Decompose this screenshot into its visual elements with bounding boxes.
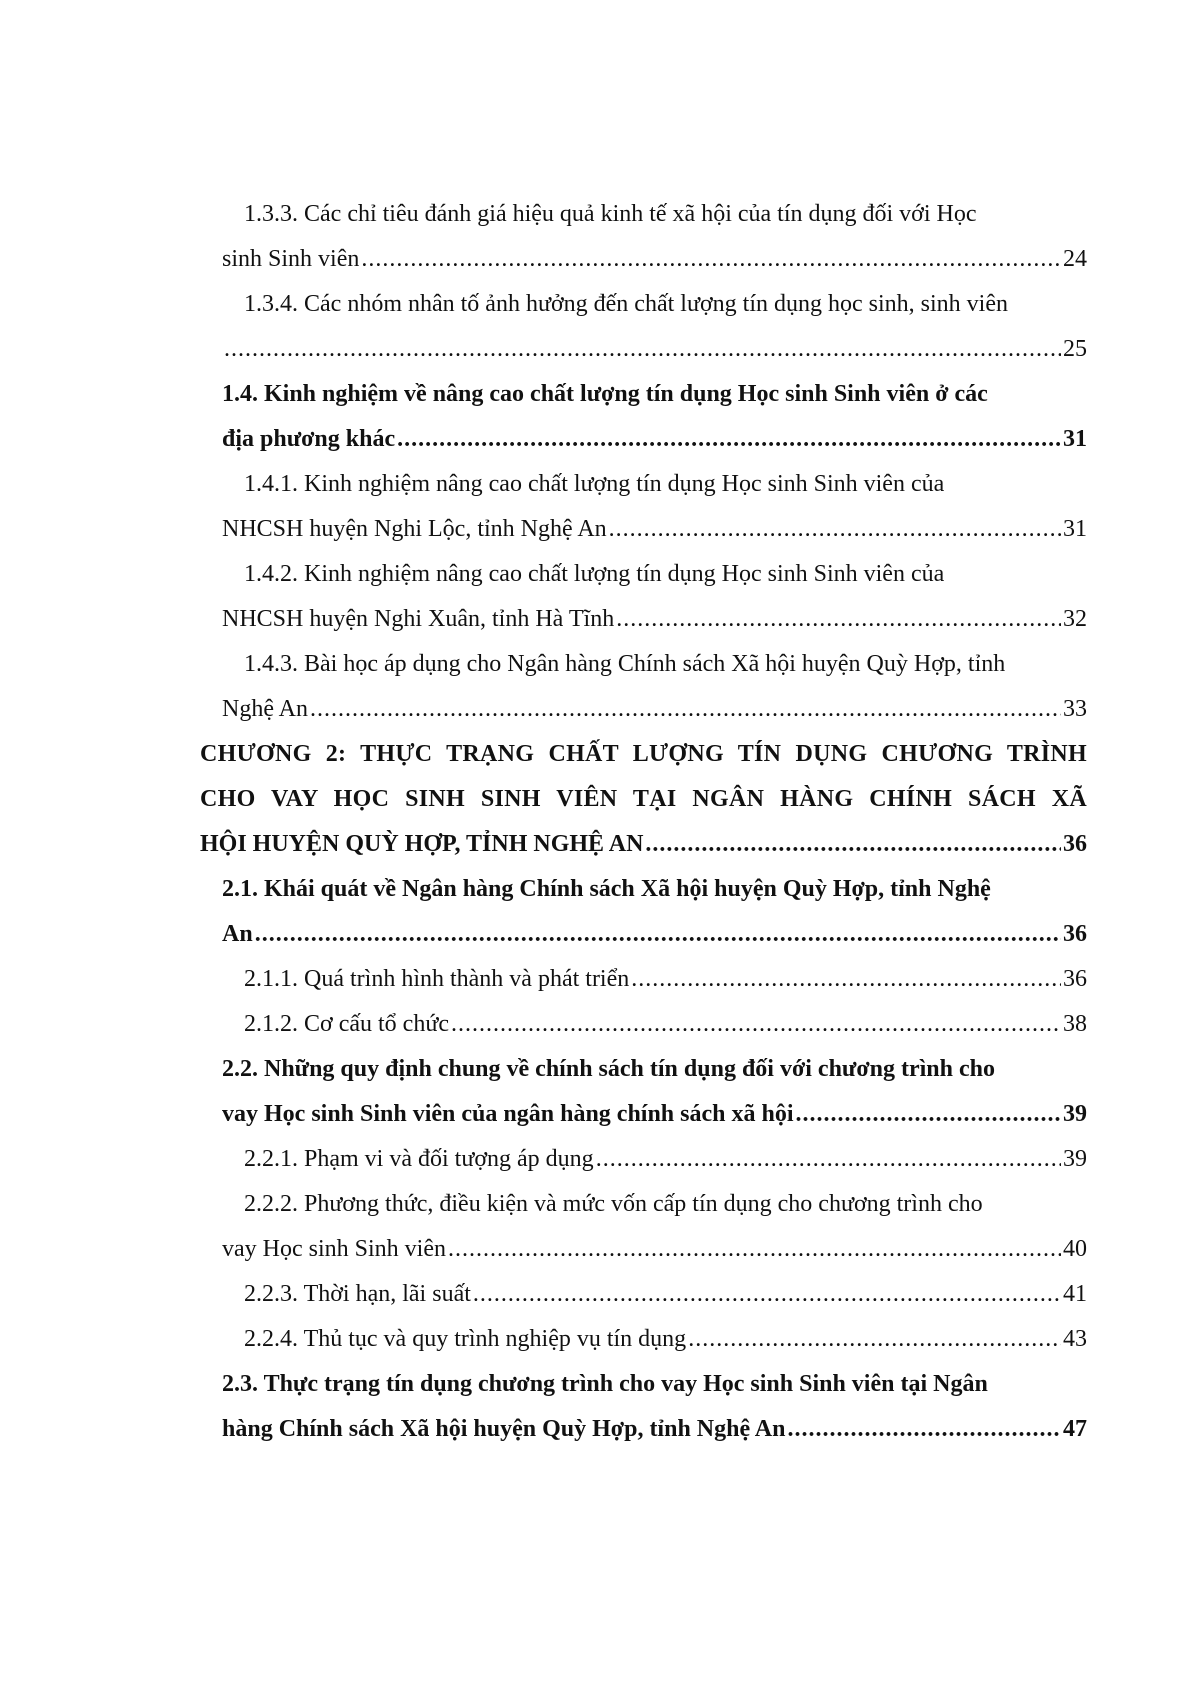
toc-entry-title: 1.4.3. Bài học áp dụng cho Ngân hàng Chính sách Xã hội huyện Quỳ Hợp, tỉnh xyxy=(244,651,1006,677)
toc-page-number: 47 xyxy=(1063,1416,1087,1442)
toc-page-number: 24 xyxy=(1063,246,1087,272)
toc-page-number: 43 xyxy=(1063,1326,1087,1352)
toc-page-number: 25 xyxy=(1063,336,1087,362)
toc-leader-dots xyxy=(616,597,1061,642)
toc-chapter-title-cont: CHO VAY HỌC SINH SINH VIÊN TẠI NGÂN HÀNG CHÍNH SÁCH XÃ xyxy=(200,786,1087,812)
toc-page-number: 40 xyxy=(1063,1236,1087,1262)
toc-leader-dots xyxy=(448,1227,1061,1272)
toc-page-number: 33 xyxy=(1063,696,1087,722)
toc-entry-2-2-3[interactable] xyxy=(244,1272,1087,1317)
toc-entry-title: 1.4.2. Kinh nghiệm nâng cao chất lượng tín dụng Học sinh Sinh viên của xyxy=(244,561,945,587)
toc-entry-1-3-3[interactable] xyxy=(222,192,1087,282)
toc-entry-2-2-1[interactable] xyxy=(244,1137,1087,1182)
toc-entry-chapter-2[interactable] xyxy=(200,732,1087,867)
toc-entry-1-4-2[interactable] xyxy=(222,552,1087,642)
toc-entry-1-4-1[interactable] xyxy=(222,462,1087,552)
toc-entry-2-2[interactable] xyxy=(222,1047,1087,1137)
toc-page-number: 36 xyxy=(1063,966,1087,992)
toc-entry-title: 2.1.2. Cơ cấu tổ chức xyxy=(244,1011,449,1037)
toc-leader-dots xyxy=(787,1407,1061,1452)
toc-entry-2-3[interactable] xyxy=(222,1362,1087,1452)
toc-page-number: 31 xyxy=(1063,516,1087,542)
toc-chapter-title: CHƯƠNG 2: THỰC TRẠNG CHẤT LƯỢNG TÍN DỤNG CHƯƠNG TRÌNH xyxy=(200,741,1087,767)
toc-leader-dots xyxy=(631,957,1061,1002)
toc-entry-title: 2.2.1. Phạm vi và đối tượng áp dụng xyxy=(244,1146,594,1172)
toc-page-number: 39 xyxy=(1063,1101,1087,1127)
toc-entry-title: 1.3.4. Các nhóm nhân tố ảnh hưởng đến chất lượng tín dụng học sinh, sinh viên xyxy=(244,291,1008,317)
toc-page-number: 36 xyxy=(1063,921,1087,947)
toc-entry-title: 1.4.1. Kinh nghiệm nâng cao chất lượng tín dụng Học sinh Sinh viên của xyxy=(244,471,945,497)
toc-entry-title: 2.2.3. Thời hạn, lãi suất xyxy=(244,1281,471,1307)
toc-entry-1-3-4[interactable] xyxy=(244,282,1087,372)
toc-leader-dots xyxy=(688,1317,1061,1362)
toc-leader-dots xyxy=(645,822,1061,867)
toc-page-number: 41 xyxy=(1063,1281,1087,1307)
toc-entry-title: 2.3. Thực trạng tín dụng chương trình cho vay Học sinh Sinh viên tại Ngân xyxy=(222,1371,988,1397)
toc-page-number: 39 xyxy=(1063,1146,1087,1172)
toc-entry-title-cont: vay Học sinh Sinh viên xyxy=(222,1236,446,1262)
toc-leader-dots xyxy=(361,237,1061,282)
toc-entry-2-1[interactable] xyxy=(222,867,1087,957)
toc-entry-2-1-2[interactable] xyxy=(244,1002,1087,1047)
toc-leader-dots xyxy=(596,1137,1061,1182)
toc-page-number: 31 xyxy=(1063,426,1087,452)
toc-entry-title-cont: sinh Sinh viên xyxy=(222,246,360,272)
toc-entry-title-cont: Nghệ An xyxy=(222,696,308,722)
toc-leader-dots xyxy=(473,1272,1061,1317)
toc-entry-title-cont: NHCSH huyện Nghi Lộc, tỉnh Nghệ An xyxy=(222,516,607,542)
toc-leader-dots xyxy=(224,327,1061,372)
toc-entry-title-cont: địa phương khác xyxy=(222,426,396,452)
toc-leader-dots xyxy=(255,912,1061,957)
toc-leader-dots xyxy=(796,1092,1061,1137)
toc-leader-dots xyxy=(310,687,1061,732)
toc-page-number: 36 xyxy=(1063,831,1087,857)
toc-entry-title-cont: NHCSH huyện Nghi Xuân, tỉnh Hà Tĩnh xyxy=(222,606,615,632)
toc-entry-title: 2.1. Khái quát về Ngân hàng Chính sách Xã hội huyện Quỳ Hợp, tỉnh Nghệ xyxy=(222,876,991,902)
toc-entry-2-2-2[interactable] xyxy=(222,1182,1087,1272)
toc-entry-title: 2.1.1. Quá trình hình thành và phát triển xyxy=(244,966,630,992)
toc-leader-dots xyxy=(609,507,1061,552)
toc-entry-2-2-4[interactable] xyxy=(244,1317,1087,1362)
toc-chapter-title-end: HỘI HUYỆN QUỲ HỢP, TỈNH NGHỆ AN xyxy=(200,831,644,857)
toc-entry-2-1-1[interactable] xyxy=(244,957,1087,1002)
toc-entry-1-4-3[interactable] xyxy=(222,642,1087,732)
toc-entry-1-4[interactable] xyxy=(222,372,1087,462)
toc-entry-title: 1.3.3. Các chỉ tiêu đánh giá hiệu quả kinh tế xã hội của tín dụng đối với Học xyxy=(244,201,977,227)
toc-entry-title-cont: vay Học sinh Sinh viên của ngân hàng chính sách xã hội xyxy=(222,1101,794,1127)
table-of-contents xyxy=(0,192,1192,1452)
toc-entry-title: 2.2.2. Phương thức, điều kiện và mức vốn cấp tín dụng cho chương trình cho xyxy=(244,1191,983,1217)
toc-entry-title-cont: An xyxy=(222,921,253,947)
toc-entry-title: 2.2. Những quy định chung về chính sách tín dụng đối với chương trình cho xyxy=(222,1056,995,1082)
toc-page-number: 32 xyxy=(1063,606,1087,632)
toc-entry-title: 2.2.4. Thủ tục và quy trình nghiệp vụ tín dụng xyxy=(244,1326,687,1352)
toc-page-number: 38 xyxy=(1063,1011,1087,1037)
toc-leader-dots xyxy=(397,417,1061,462)
toc-leader-dots xyxy=(451,1002,1061,1047)
toc-entry-title: 1.4. Kinh nghiệm về nâng cao chất lượng tín dụng Học sinh Sinh viên ở các xyxy=(222,381,988,407)
toc-entry-title-cont: hàng Chính sách Xã hội huyện Quỳ Hợp, tỉnh Nghệ An xyxy=(222,1416,786,1442)
